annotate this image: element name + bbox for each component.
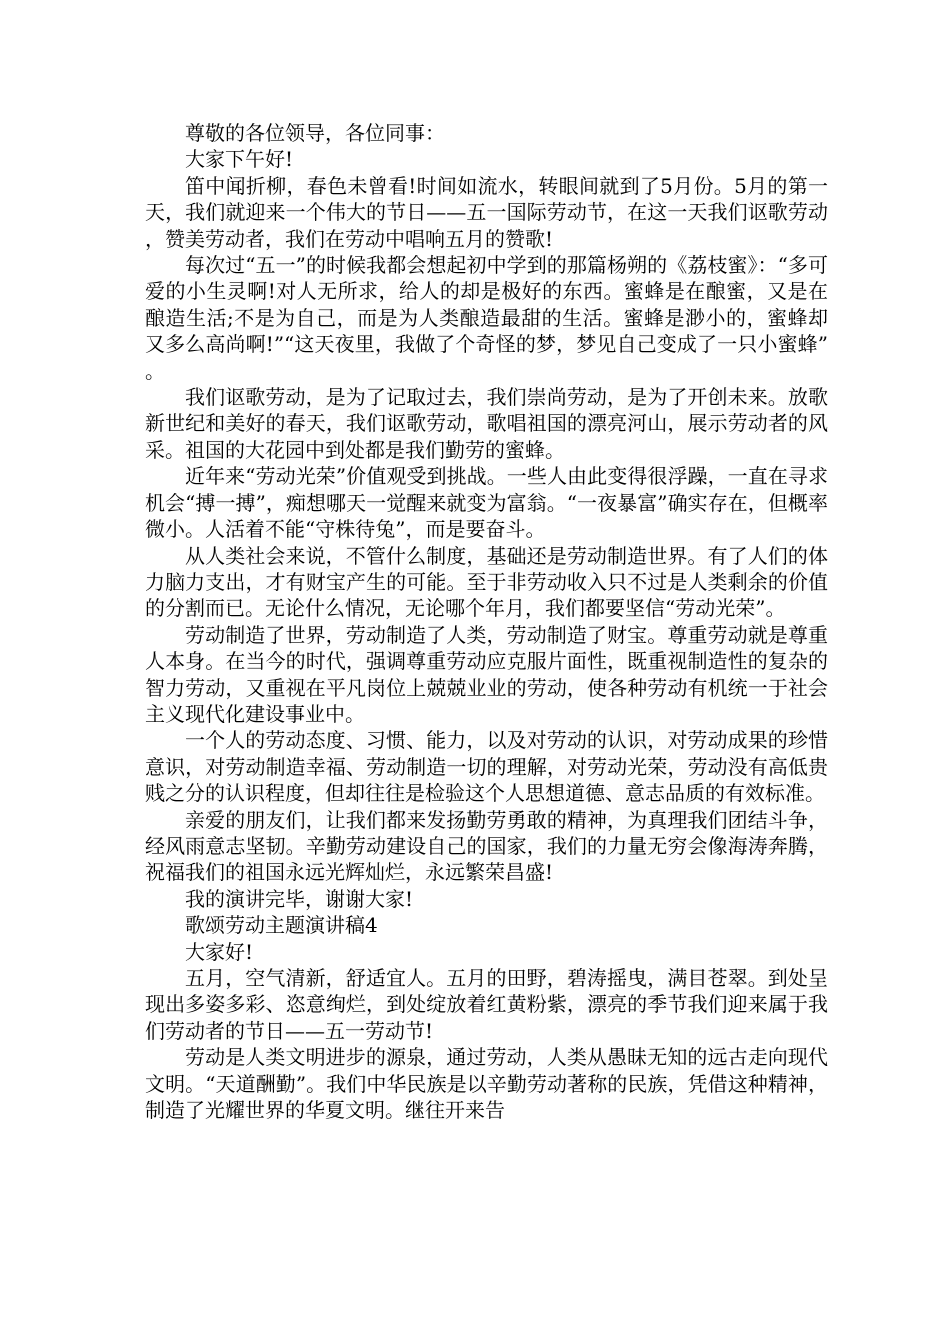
- paragraph: 亲爱的朋友们，让我们都来发扬勤劳勇敢的精神，为真理我们团结斗争，经风雨意志坚韧。辛勤劳动建设自己的国家，我们的力量无穷会像海涛奔腾，祝福我们的祖国永远光辉灿烂，永远繁荣昌盛!: [145, 807, 828, 885]
- paragraph: 近年来“劳动光荣”价值观受到挑战。一些人由此变得很浮躁，一直在寻求机会“搏一搏”，痴想哪天一觉醒来就变为富翁。“一夜暴富”确实存在，但概率微小。人活着不能“守株待兔”，而是要奋斗。: [145, 464, 828, 542]
- document-page: [145, 120, 828, 1123]
- closing-line: 我的演讲完毕，谢谢大家!: [185, 886, 414, 911]
- paragraph: 五月，空气清新，舒适宜人。五月的田野，碧涛摇曳，满目苍翠。到处呈现出多姿多彩、恣意绚烂，到处绽放着红黄粉紫，漂亮的季节我们迎来属于我们劳动者的节日——五一劳动节!: [145, 966, 828, 1043]
- paragraph: 每次过“五一”的时候我都会想起初中学到的那篇杨朔的《荔枝蜜》：“多可爱的小生灵啊!对人无所求，给人的却是极好的东西。蜜蜂是在酿蜜，又是在酿造生活;不是为自己，而是为人类酿造最甜的生活。蜜蜂是渺小的，蜜蜂却又多么高尚啊!”“这天夜里，我做了个奇怪的梦，梦见自己变成了一只小蜜蜂”。: [145, 253, 828, 383]
- greeting: 大家下午好!: [185, 147, 294, 172]
- paragraph: 从人类社会来说，不管什么制度，基础还是劳动制造世界。有了人们的体力脑力支出，才有财宝产生的可能。至于非劳动收入只不过是人类剩余的价值的分割而已。无论什么情况，无论哪个年月，我们都要坚信“劳动光荣”。: [145, 543, 828, 621]
- greeting: 大家好!: [185, 939, 254, 964]
- paragraph: 一个人的劳动态度、习惯、能力，以及对劳动的认识，对劳动成果的珍惜意识，对劳动制造幸福、劳动制造一切的理解，对劳动光荣，劳动没有高低贵贱之分的认识程度，但却往往是检验这个人思想道德、意志品质的有效标准。: [145, 728, 828, 806]
- paragraph: 我们讴歌劳动，是为了记取过去，我们崇尚劳动，是为了开创未来。放歌新世纪和美好的春天，我们讴歌劳动，歌唱祖国的漂亮河山，展示劳动者的风采。祖国的大花园中到处都是我们勤劳的蜜蜂。: [145, 385, 828, 462]
- paragraph: 劳动制造了世界，劳动制造了人类，劳动制造了财宝。尊重劳动就是尊重人本身。在当今的时代，强调尊重劳动应克服片面性，既重视制造性的复杂的智力劳动，又重视在平凡岗位上兢兢业业的劳动，使各种劳动有机统一于社会主义现代化建设事业中。: [145, 622, 828, 726]
- section-title: 歌颂劳动主题演讲稿4: [185, 913, 378, 938]
- paragraph: 劳动是人类文明进步的源泉，通过劳动，人类从愚昧无知的远古走向现代文明。“天道酬勤”。我们中华民族是以辛勤劳动著称的民族，凭借这种精神，制造了光耀世界的华夏文明。继往开来告: [145, 1045, 828, 1123]
- salutation: 尊敬的各位领导，各位同事：: [185, 121, 445, 145]
- paragraph: 笛中闻折柳，春色未曾看!时间如流水，转眼间就到了5月份。5月的第一天，我们就迎来一个伟大的节日——五一国际劳动节，在这一天我们讴歌劳动，赞美劳动者，我们在劳动中唱响五月的赞歌!: [145, 173, 828, 251]
